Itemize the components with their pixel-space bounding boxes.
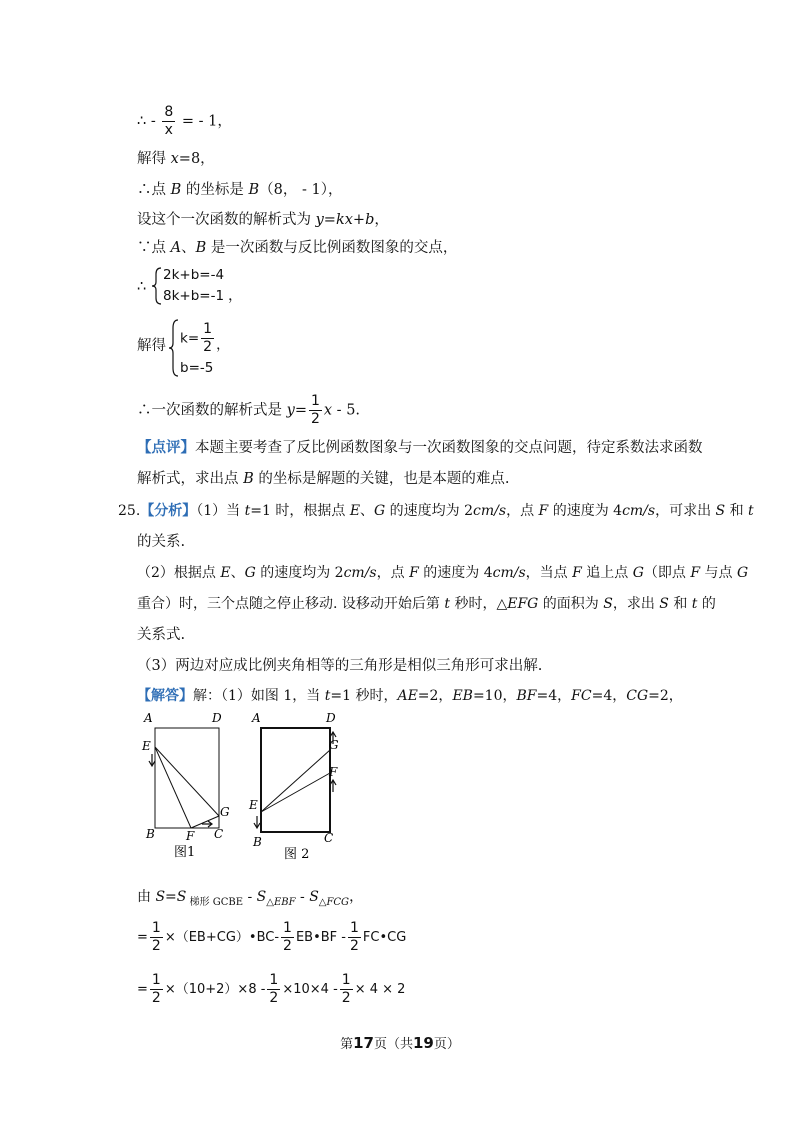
q25-analysis-line-1 [118, 501, 754, 521]
label-G: G [220, 805, 230, 819]
denominator: 2 [341, 990, 351, 1006]
label-C: C [214, 827, 224, 841]
text: 重合）时，三个点随之停止移动. 设移动开始后第 [137, 596, 445, 612]
var: E [220, 565, 231, 581]
unit: cm/s [473, 503, 507, 519]
text: 和 [725, 503, 749, 519]
var: B [243, 471, 254, 487]
denominator: 2 [349, 938, 359, 954]
q25-analysis-part2-line-2 [137, 594, 716, 614]
text: - 5. [332, 402, 361, 419]
text: 秒时， [450, 596, 497, 612]
var: x [323, 402, 333, 419]
label-F: F [186, 829, 195, 843]
text: 页） [433, 1037, 460, 1052]
var: E [349, 503, 361, 519]
label-A: A [144, 711, 153, 725]
var: S [176, 889, 187, 905]
var: EB [452, 688, 473, 704]
var: S [659, 596, 669, 612]
text: 页（共 [373, 1037, 413, 1052]
label-G: G [329, 738, 339, 752]
text: （3）两边对应成比例夹角相等的三角形是相似三角形可求出解. [137, 658, 543, 674]
numerator: 1 [310, 393, 320, 409]
q25-analysis-part2-line-3 [137, 625, 185, 645]
subscript: △EBF [266, 896, 296, 908]
text: 的速度为 4 [418, 565, 493, 581]
text: - [295, 889, 310, 905]
label-E: E [142, 739, 151, 753]
text: 的速度为 4 [548, 503, 623, 519]
numerator: 8 [164, 104, 174, 120]
text: 、 [181, 240, 196, 256]
text: ， [216, 337, 230, 353]
var: △EFG [496, 596, 539, 612]
analysis-tag: 【分析】 [140, 503, 197, 519]
var: AE [397, 688, 418, 704]
text: k= [180, 330, 200, 347]
label-B: B [146, 827, 155, 841]
line-point-b [137, 180, 342, 200]
text: ∴一次函数的解析式是 [137, 402, 287, 419]
var: F [538, 503, 549, 519]
var: S [155, 889, 166, 905]
var: F [572, 565, 582, 581]
text: 追上点 [581, 565, 633, 581]
var: B [195, 240, 207, 256]
denominator: 2 [151, 990, 161, 1006]
expr: y=kx+b [315, 212, 375, 228]
line-linear-result [137, 393, 360, 428]
denominator: 2 [283, 938, 292, 954]
fraction [150, 920, 163, 955]
text: 、 [360, 503, 375, 519]
text: 的关系. [137, 534, 186, 550]
brace-icon [168, 318, 180, 378]
var: A [170, 240, 182, 256]
equation: b=-5 [180, 360, 214, 376]
text: =4， [536, 688, 572, 704]
text: 解得 [137, 151, 171, 167]
calc-line-1 [137, 887, 363, 913]
denominator: 2 [269, 990, 279, 1006]
var: x [170, 151, 179, 167]
text: ，点 [506, 503, 539, 519]
var: S [715, 503, 726, 519]
numerator: 1 [269, 972, 279, 988]
text: ×（EB+CG）•BC- [164, 930, 280, 945]
label-D: D [212, 711, 222, 725]
figure-2 [246, 706, 356, 864]
page-number: 17 [353, 1034, 374, 1052]
equation: 2k+b=-4 [163, 267, 225, 283]
text: 是一次函数与反比例函数图象的交点， [206, 240, 458, 256]
denominator: x [164, 122, 173, 138]
text: =2， [648, 688, 683, 704]
text: 的坐标是 [181, 182, 249, 198]
text: 解析式，求出点 [137, 471, 244, 487]
fraction [281, 920, 294, 955]
text: ∴点 [137, 182, 171, 198]
text: FC•CG [362, 930, 407, 945]
var: t [444, 596, 450, 612]
var: F [690, 565, 701, 581]
line-linear-form [137, 210, 389, 230]
var: FC [571, 688, 592, 704]
var: F [409, 565, 419, 581]
numerator: 1 [203, 321, 213, 337]
figure-1 [140, 706, 250, 864]
text: （8， - 1）， [259, 182, 343, 198]
text: 与点 [700, 565, 737, 581]
line-intersection [137, 238, 457, 258]
var: BF [516, 688, 537, 704]
label-A: A [252, 711, 261, 725]
text: 本题主要考查了反比例函数图象与一次函数图象的交点问题，待定系数法求函数 [195, 440, 703, 456]
var: G [374, 503, 386, 519]
text: 的面积为 [538, 596, 604, 612]
text: 的坐标是解题的关键，也是本题的难点. [253, 471, 510, 487]
text: （即点 [643, 565, 691, 581]
q25-answer-line [137, 686, 683, 706]
total-pages: 19 [413, 1034, 434, 1052]
text: 、 [230, 565, 245, 581]
text: ， [374, 212, 389, 228]
text: = - 1， [181, 113, 232, 130]
text: ∵点 [137, 240, 171, 256]
text: × 4 × 2 [354, 982, 406, 997]
var: G [244, 565, 256, 581]
unit: cm/s [343, 565, 377, 581]
text: ，可求出 [655, 503, 716, 519]
line-solve-x [137, 149, 215, 169]
question-number: 25. [118, 503, 141, 519]
numerator: 1 [151, 972, 161, 988]
var: G [632, 565, 644, 581]
fraction [201, 321, 214, 356]
k-solution [180, 321, 230, 356]
equation: 8k+b=-1 [163, 288, 225, 304]
text: ×（10+2）×8 - [164, 982, 266, 997]
numerator: 1 [283, 920, 292, 936]
comma: ， [228, 288, 243, 304]
var: B [248, 182, 260, 198]
fraction [150, 972, 163, 1007]
var: S [603, 596, 613, 612]
text: = [137, 930, 148, 945]
text: 和 [668, 596, 692, 612]
text: 的速度均为 2 [255, 565, 344, 581]
review-line-2 [137, 469, 509, 489]
var: t [748, 503, 754, 519]
text: =1 时，根据点 [250, 503, 350, 519]
fraction [162, 104, 175, 139]
label-C: C [324, 831, 334, 845]
figure-2-caption: 图 2 [284, 847, 310, 862]
text: 关系式. [137, 627, 186, 643]
text: ×10×4 - [282, 982, 338, 997]
text: ，当点 [525, 565, 573, 581]
text: 第 [340, 1037, 354, 1052]
text: ∴ - [137, 113, 156, 130]
label-E: E [249, 798, 258, 812]
unit: cm/s [492, 565, 526, 581]
var: S [309, 889, 319, 905]
text: ，求出 [612, 596, 660, 612]
answer-tag: 【解答】 [137, 688, 193, 704]
subscript: △FCG [318, 896, 350, 908]
text: 的速度均为 2 [385, 503, 474, 519]
page-footer [0, 1033, 800, 1052]
denominator: 2 [151, 938, 161, 954]
text: = [137, 982, 148, 997]
label-D: D [326, 711, 336, 725]
numerator: 1 [151, 920, 161, 936]
text: ，点 [376, 565, 410, 581]
text: = [294, 402, 307, 419]
fraction [309, 393, 322, 428]
q25-analysis-part3 [137, 656, 542, 676]
text: （2）根据点 [137, 565, 221, 581]
text: =10， [472, 688, 517, 704]
text: EB•BF - [295, 930, 346, 945]
review-line-1 [137, 438, 703, 458]
line-therefore-fraction [137, 104, 232, 139]
label-F: F [329, 765, 338, 779]
therefore-symbol: ∴ [137, 279, 147, 295]
fraction [348, 920, 361, 955]
var: t [244, 503, 251, 519]
text: =4， [591, 688, 627, 704]
denominator: 2 [310, 411, 320, 427]
figure-1-caption: 图1 [174, 845, 196, 860]
text: =2， [417, 688, 453, 704]
text: ， [349, 889, 364, 905]
review-tag: 【点评】 [137, 439, 195, 456]
text: 由 [137, 889, 156, 905]
var: S [256, 889, 267, 905]
var: t [691, 596, 698, 612]
fraction [340, 972, 353, 1007]
fraction [267, 972, 280, 1007]
calc-line-3 [137, 970, 405, 1010]
brace-icon [151, 266, 163, 306]
q25-analysis-line-2 [137, 532, 185, 552]
text: =1 秒时， [330, 688, 398, 704]
numerator: 1 [341, 972, 351, 988]
text: （1）当 [196, 503, 245, 519]
text: 的 [697, 596, 716, 612]
text: =8， [178, 151, 215, 167]
calc-line-2 [137, 918, 406, 958]
label-B: B [253, 835, 262, 849]
var: CG [626, 688, 649, 704]
text: = [165, 889, 177, 905]
text: 解：（1）如图 1，当 [193, 688, 325, 704]
q25-analysis-part2-line-1 [137, 563, 748, 583]
denominator: 2 [203, 339, 213, 355]
var: B [170, 182, 182, 198]
var: t [324, 688, 331, 704]
text: 设这个一次函数的解析式为 [137, 212, 316, 228]
text: - [243, 889, 257, 905]
var: y [286, 402, 295, 419]
unit: cm/s [622, 503, 656, 519]
var: G [736, 565, 749, 581]
subscript: 梯形 GCBE [186, 896, 244, 908]
solve-label: 解得 [137, 338, 166, 354]
numerator: 1 [349, 920, 359, 936]
